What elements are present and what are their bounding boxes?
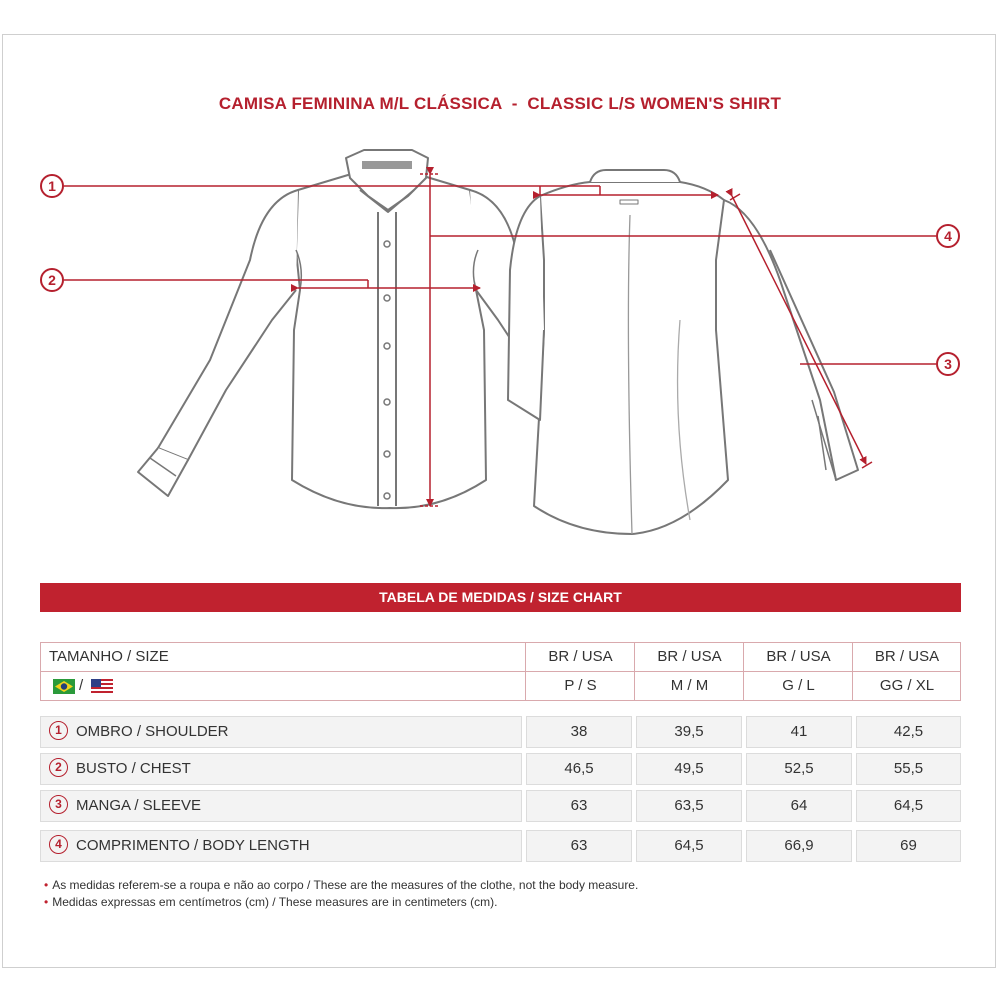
- marker-3: [937, 353, 959, 375]
- size-chart-header: [40, 642, 961, 702]
- row-label-text: BUSTO / CHEST: [76, 760, 191, 777]
- region-header: BR / USA: [743, 643, 853, 671]
- size-m-m: M / M: [634, 672, 744, 700]
- value-cell: 42,5: [856, 716, 961, 748]
- value-cell: 69: [856, 830, 961, 862]
- value-cell: 46,5: [526, 753, 632, 785]
- row-label-text: COMPRIMENTO / BODY LENGTH: [76, 837, 310, 854]
- table-row-shoulder: [40, 716, 961, 748]
- row-label: [40, 830, 522, 862]
- value-cell: 55,5: [856, 753, 961, 785]
- footnote-2: [44, 895, 497, 909]
- svg-text:1: 1: [48, 178, 56, 194]
- region-header: BR / USA: [634, 643, 744, 671]
- marker-2-icon: 2: [49, 758, 68, 777]
- marker-2: [41, 269, 63, 291]
- value-cell: 64: [746, 790, 852, 822]
- table-row-chest: [40, 753, 961, 785]
- value-cell: 49,5: [636, 753, 742, 785]
- row-label: [40, 790, 522, 822]
- value-cell: 38: [526, 716, 632, 748]
- value-cell: 63: [526, 830, 632, 862]
- marker-3-icon: 3: [49, 795, 68, 814]
- footnote-text: Medidas expressas em centímetros (cm) / These measures are in centimeters (cm).: [52, 895, 498, 909]
- page-title: CAMISA FEMININA M/L CLÁSSICA - CLASSIC L/S WOMEN'S SHIRT: [218, 94, 782, 113]
- flag-separator: /: [79, 677, 84, 694]
- header-row-sizes: [40, 671, 961, 701]
- value-cell: 63: [526, 790, 632, 822]
- row-label-text: OMBRO / SHOULDER: [76, 723, 229, 740]
- table-row-body-length: [40, 830, 961, 862]
- marker-1: [41, 175, 63, 197]
- svg-text:4: 4: [944, 228, 952, 244]
- row-label: [40, 716, 522, 748]
- row-label-text: MANGA / SLEEVE: [76, 797, 202, 814]
- size-gg-xl: GG / XL: [852, 672, 961, 700]
- value-cell: 63,5: [636, 790, 742, 822]
- header-row-region: [40, 642, 961, 672]
- value-cell: 52,5: [746, 753, 852, 785]
- brazil-flag-icon: [53, 679, 75, 694]
- marker-4-icon: 4: [49, 835, 68, 854]
- svg-text:2: 2: [48, 272, 56, 288]
- region-header: BR / USA: [852, 643, 961, 671]
- size-label: TAMANHO / SIZE: [49, 648, 169, 665]
- size-p-s: P / S: [525, 672, 635, 700]
- svg-text:3: 3: [944, 356, 952, 372]
- back-shirt-sketch: [508, 170, 858, 534]
- usa-flag-icon: [91, 679, 113, 694]
- value-cell: 64,5: [636, 830, 742, 862]
- row-label: [40, 753, 522, 785]
- bullet-icon: •: [44, 878, 49, 892]
- marker-4: [937, 225, 959, 247]
- size-chart-banner: TABELA DE MEDIDAS / SIZE CHART: [40, 583, 961, 612]
- table-row-sleeve: [40, 790, 961, 822]
- region-header: BR / USA: [525, 643, 635, 671]
- value-cell: 66,9: [746, 830, 852, 862]
- bullet-icon: •: [44, 895, 49, 909]
- value-cell: 39,5: [636, 716, 742, 748]
- size-g-l: G / L: [743, 672, 853, 700]
- footnote-text: As medidas referem-se a roupa e não ao corpo / These are the measures of the clothe, not the body measure.: [52, 878, 639, 892]
- value-cell: 64,5: [856, 790, 961, 822]
- marker-1-icon: 1: [49, 721, 68, 740]
- value-cell: 41: [746, 716, 852, 748]
- footnote-1: [44, 878, 638, 892]
